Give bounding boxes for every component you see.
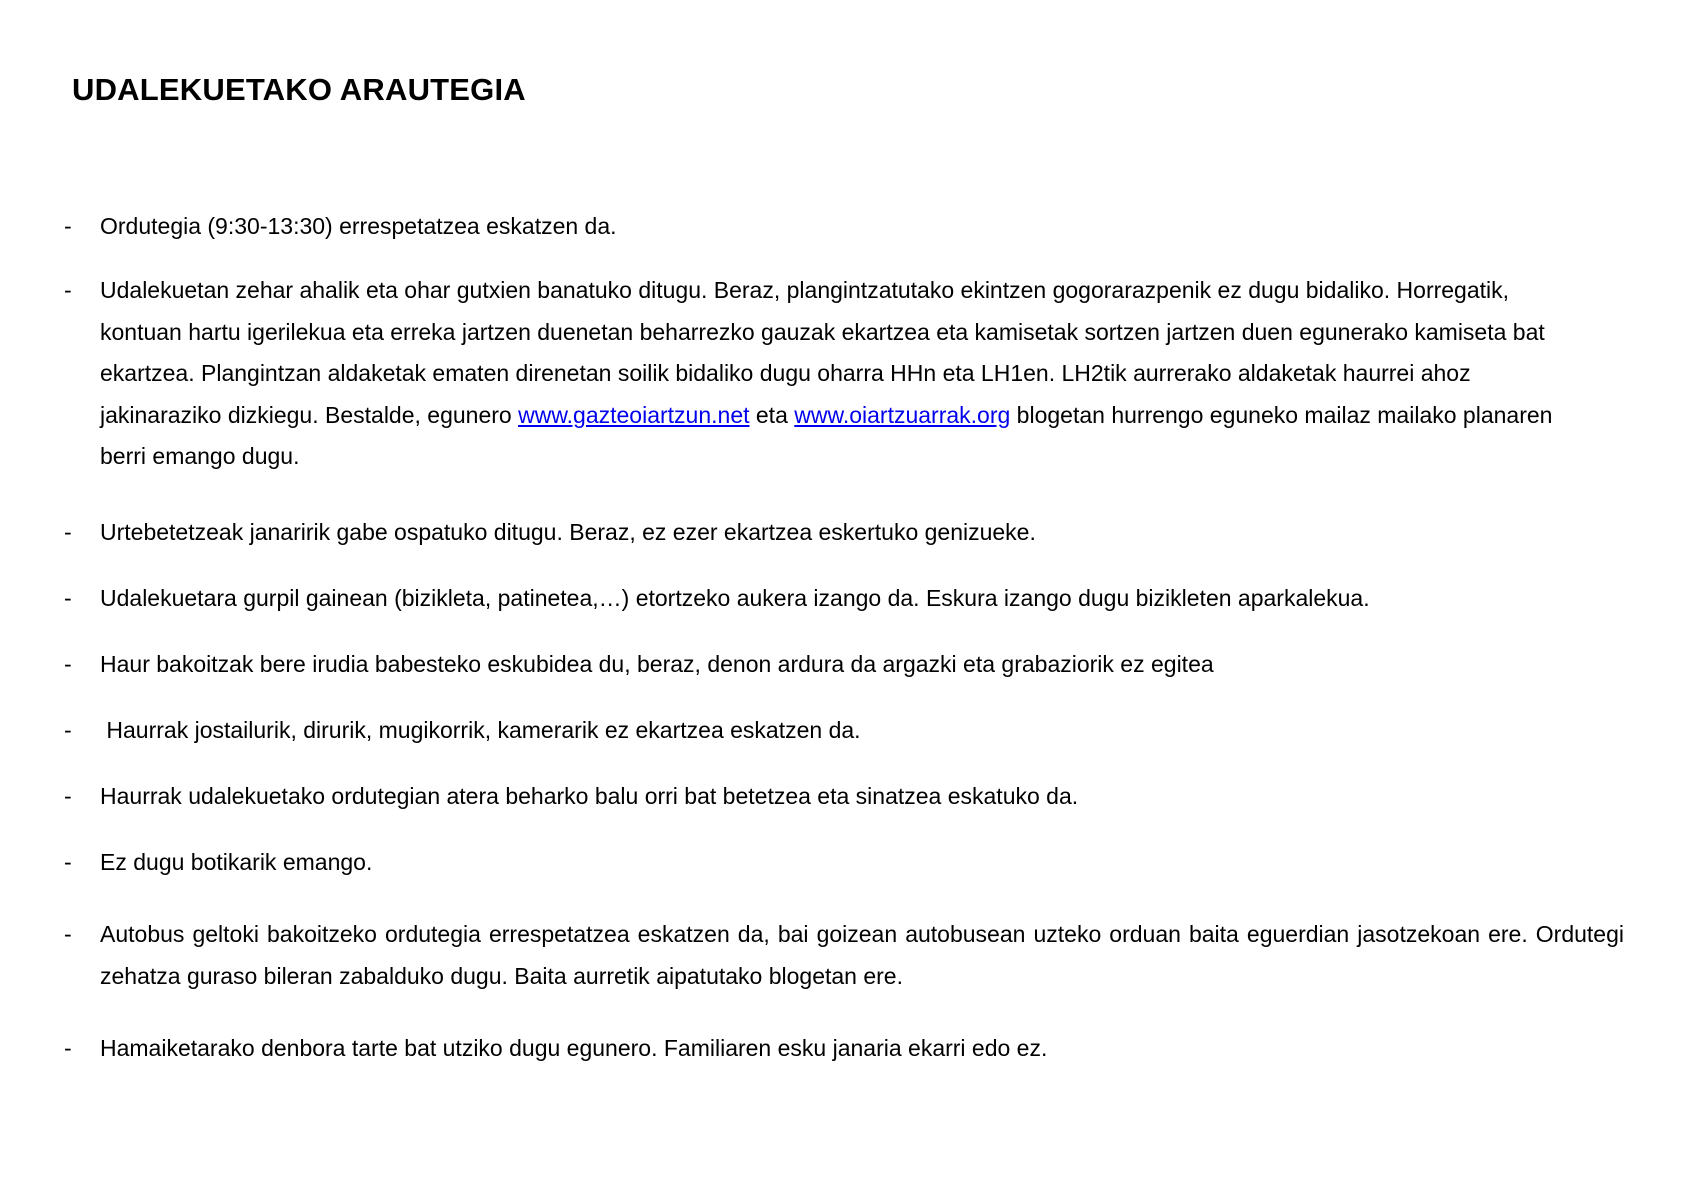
rule-item-belongings xyxy=(64,710,1624,752)
rule-text: Ordutegia (9:30-13:30) errespetatzea eskatzen da. xyxy=(100,213,617,239)
link-oiartzuarrak[interactable]: www.oiartzuarrak.org xyxy=(794,401,1011,428)
rule-text-part: Udalekuetan zehar ahalik eta ohar gutxien banatuko ditugu. Beraz, plangintzatutako ekintzen gogorarazpenik ez dugu bidaliko. Horregatik, kontuan hartu igerilekua eta erreka jartzen duenetan beharrezko gauzak ekartzea eta kamisetak sortzen jartzen duen egunerako kamiseta bat ekartzea. Plangintzan aldaketak ematen direnetan soilik bidaliko dugu oharra HHn eta LH1en. LH2tik aurrerako aldaketak haurrei ahoz jakinaraziko dizkiegu. Bestalde, egunero xyxy=(100,277,1545,428)
rule-item-image-rights xyxy=(64,644,1624,686)
bullet-dash: - xyxy=(64,783,72,809)
bullet-dash: - xyxy=(64,849,72,875)
rule-text: Haur bakoitzak bere irudia babesteko eskubidea du, beraz, denon ardura da argazki eta grabaziorik ez egitea xyxy=(100,651,1214,677)
rule-text: Udalekuetara gurpil gainean (bizikleta, patinetea,…) etortzeko aukera izango da. Eskura izango dugu bizikleten aparkalekua. xyxy=(100,585,1370,611)
rule-text: Autobus geltoki bakoitzeko ordutegia errespetatzea eskatzen da, bai goizean autobusean uzteko orduan baita eguerdian jasotzekoan ere. Ordutegi zehatza guraso bileran zabalduko dugu. Baita aurretik aipatutako blogetan ere. xyxy=(100,921,1624,989)
bullet-dash: - xyxy=(64,585,72,611)
rule-text-part: eta xyxy=(749,401,795,428)
rule-item-medicine xyxy=(64,842,1624,884)
rule-text: Urtebetetzeak janaririk gabe ospatuko ditugu. Beraz, ez ezer ekartzea eskertuko genizueke. xyxy=(100,519,1036,545)
link-gazteoiartzun[interactable]: www.gazteoiartzun.net xyxy=(518,401,750,428)
rule-text xyxy=(100,270,1594,478)
bullet-dash: - xyxy=(64,921,72,947)
document-title: UDALEKUETAKO ARAUTEGIA xyxy=(72,72,526,107)
rule-item-notices xyxy=(64,270,1594,478)
rule-text-part: blogetan hurrengo eguneko mailaz mailako planaren berri emango dugu. xyxy=(100,401,1553,469)
rule-text: Hamaiketarako denbora tarte bat utziko dugu egunero. Familiaren esku janaria ekarri edo ez. xyxy=(100,1035,1048,1061)
rule-text: Haurrak udalekuetako ordutegian atera beharko balu orri bat betetzea eta sinatzea eskatuko da. xyxy=(100,783,1079,809)
bullet-dash: - xyxy=(64,717,72,743)
bullet-dash: - xyxy=(64,1035,72,1061)
bullet-dash: - xyxy=(64,651,72,677)
rule-text: Haurrak jostailurik, dirurik, mugikorrik, kamerarik ez ekartzea eskatzen da. xyxy=(100,717,861,743)
rule-text: Ez dugu botikarik emango. xyxy=(100,849,373,875)
rule-item-bus xyxy=(64,914,1624,997)
rule-item-wheels xyxy=(64,578,1624,620)
rule-item-snack xyxy=(64,1028,1624,1070)
bullet-dash: - xyxy=(64,519,72,545)
rule-item-schedule xyxy=(64,206,1624,248)
rule-item-leaving xyxy=(64,776,1624,818)
rule-item-birthdays xyxy=(64,512,1624,554)
bullet-dash: - xyxy=(64,213,72,239)
bullet-dash: - xyxy=(64,277,72,303)
